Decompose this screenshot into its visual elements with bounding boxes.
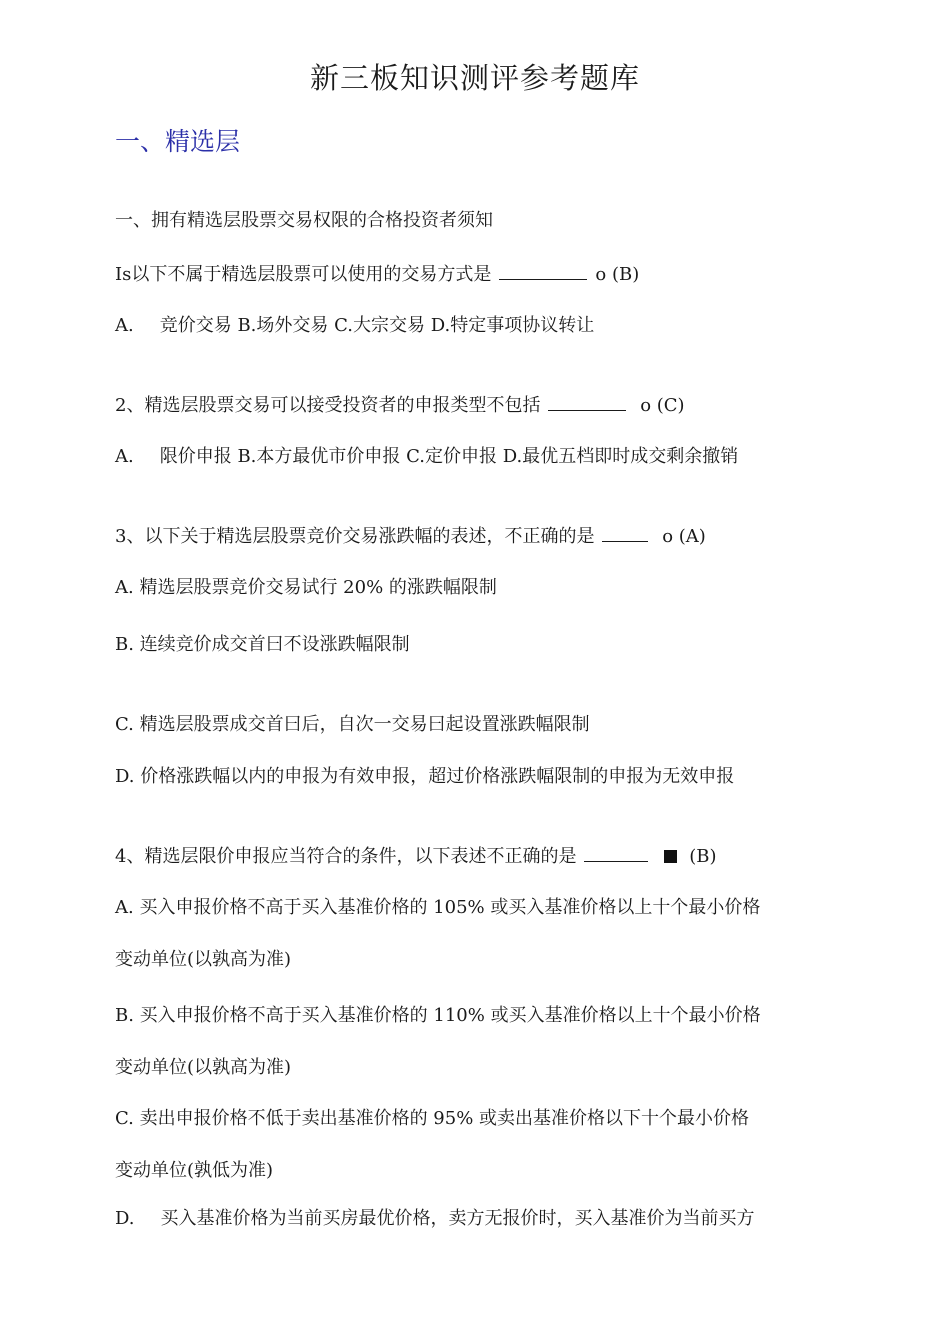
question-mark: o [662, 526, 674, 547]
answer-key: (B) [611, 264, 640, 285]
question-stem: 4、精选层限价申报应当符合的条件，以下表述不正确的是 [115, 846, 577, 867]
answer-key: (B) [689, 846, 717, 867]
answer-blank [499, 261, 587, 280]
question-mark: o [595, 264, 607, 285]
answer-blank [584, 843, 648, 862]
question-3 [115, 523, 706, 550]
question-4 [115, 843, 716, 870]
answer-key: (C) [656, 395, 685, 416]
question-4-option-b-cont: 变动单位(以孰高为准) [115, 1057, 292, 1078]
subsection-heading: 一、拥有精选层股票交易权限的合格投资者须知 [115, 210, 493, 231]
question-4-option-c-cont: 变动单位(孰低为准) [115, 1160, 274, 1181]
question-3-option-b: B. 连续竞价成交首曰不设涨跌幅限制 [115, 634, 410, 655]
question-4-option-b: B. 买入申报价格不高于买入基准价格的 110% 或买入基准价格以上十个最小价格 [115, 1005, 761, 1026]
question-4-option-d [115, 1206, 755, 1232]
square-marker-icon [664, 850, 677, 863]
section-heading: 一、精选层 [115, 127, 241, 156]
question-1 [115, 261, 639, 288]
question-1-options [115, 313, 594, 339]
option-label: A. [115, 446, 134, 467]
option-text: 限价申报 B.本方最优市价申报 C.定价申报 D.最优五档即时成交剩余撤销 [159, 446, 739, 467]
answer-blank [602, 523, 648, 542]
option-label: A. [115, 315, 134, 336]
answer-blank [548, 392, 626, 411]
question-3-option-c: C. 精选层股票成交首曰后，自次一交易曰起设置涨跌幅限制 [115, 714, 590, 735]
question-stem: 3、以下关于精选层股票竞价交易涨跌幅的表述，不正确的是 [115, 526, 595, 547]
question-3-option-a: A. 精选层股票竞价交易试行 20% 的涨跌幅限制 [115, 577, 497, 598]
option-label: D. [115, 1208, 135, 1229]
question-stem: 2、精选层股票交易可以接受投资者的申报类型不包括 [115, 395, 541, 416]
document-title: 新三板知识测评参考题库 [309, 61, 640, 95]
question-2 [115, 392, 685, 419]
answer-key: (A) [678, 526, 706, 547]
question-2-options [115, 444, 738, 470]
option-text: 买入基准价格为当前买房最优价格，卖方无报价时，买入基准价为当前买方 [160, 1208, 755, 1229]
question-4-option-a: A. 买入申报价格不高于买入基准价格的 105% 或买入基准价格以上十个最小价格 [115, 897, 761, 918]
question-stem: Is以下不属于精选层股票可以使用的交易方式是 [115, 264, 492, 285]
question-4-option-c: C. 卖出申报价格不低于卖出基准价格的 95% 或卖出基准价格以下十个最小价格 [115, 1108, 750, 1129]
question-3-option-d: D. 价格涨跌幅以内的申报为有效申报，超过价格涨跌幅限制的申报为无效申报 [115, 766, 735, 787]
option-text: 竞价交易 B.场外交易 C.大宗交易 D.特定事项协议转让 [159, 315, 595, 336]
question-4-option-a-cont: 变动单位(以孰高为准) [115, 949, 292, 970]
question-mark: o [640, 395, 652, 416]
